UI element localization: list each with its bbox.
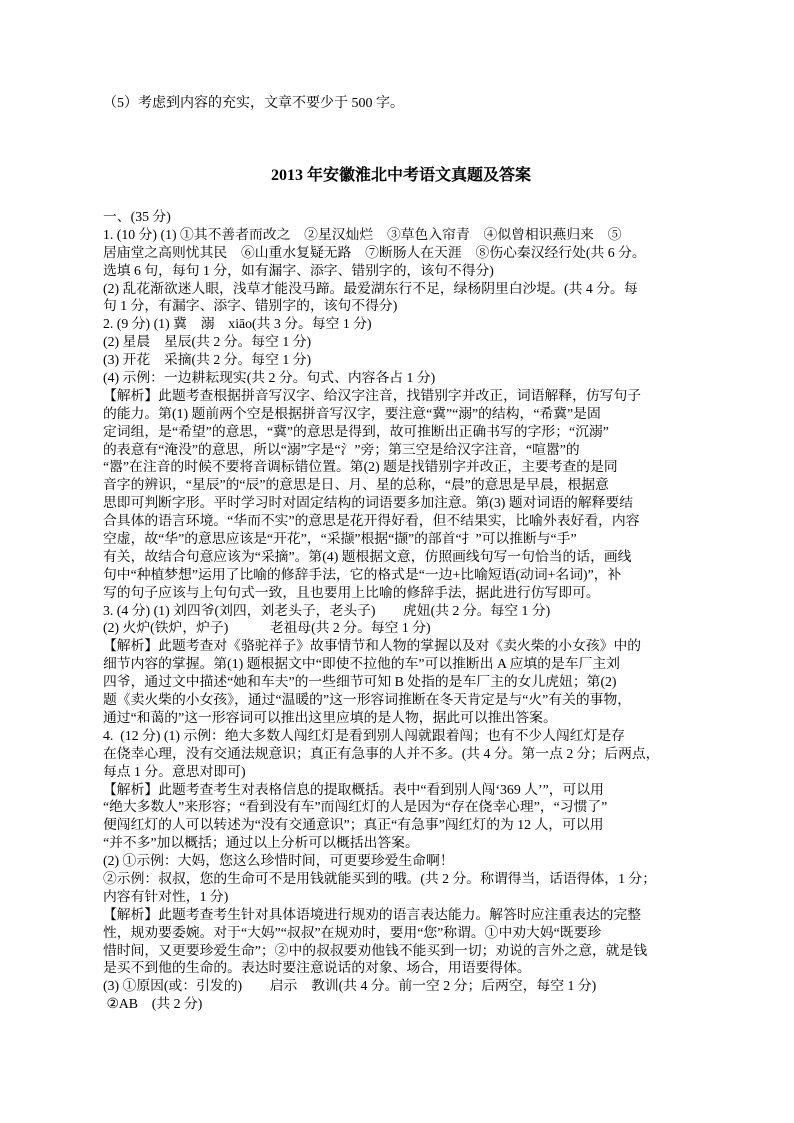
body-line: 通过“和蔼的”这一形容词可以推出这里应填的是人物，据此可以推出答案。 xyxy=(103,709,557,725)
body-line: 4. (12 分) (1) 示例：绝大多数人闯红灯是看到别人闯就跟着闯；也有不少人闯红灯是存 xyxy=(103,727,625,743)
body-line: (2) ①示例：大妈，您这么珍惜时间，可更要珍爱生命啊！ xyxy=(103,853,454,869)
body-line: 定词组，是“希望”的意思，“冀”的意思是得到，故可推断出正确书写的字形；“沉溺” xyxy=(103,423,609,439)
body-line: 四爷，通过文中描述“她和车夫”的一些细节可知 B 处指的是车厂主的女儿虎妞；第(2) xyxy=(103,674,617,690)
body-line: 2. (9 分) (1) 冀 溺 xiāo(共 3 分。每空 1 分) xyxy=(103,316,372,332)
body-line: 有关，故结合句意应该为“采摘”。第(4) 题根据文意，仿照画线句写一句恰当的话，画线 xyxy=(103,548,632,564)
body-line: 【解析】此题考查考生对表格信息的提取概括。表中“看到别人闯‘369 人’”，可以用 xyxy=(103,781,604,797)
body-line: 【解析】此题考查根据拼音写汉字、给汉字注音，找错别字并改正，词语解释，仿写句子 xyxy=(103,387,642,403)
body-line: 是买不到他的生命的。表达时要注意说话的对象、场合，用语要得体。 xyxy=(103,960,531,976)
body-line: (4) 示例：一边耕耘现实(共 2 分。句式、内容各占 1 分) xyxy=(103,370,436,386)
body-line: 性，规劝要委婉。对于“大妈”“叔叔”在规劝时，要用“您”称谓。①中劝大妈“既要珍 xyxy=(103,924,602,940)
body-line: 音字的辨识，“星辰”的“辰”的意思是日、月、星的总称，“晨”的意思是早晨，根据意 xyxy=(103,477,609,493)
body-line: ②AB (共 2 分) xyxy=(103,996,203,1012)
essay-requirement-line: （5）考虑到内容的充实，文章不要少于 500 字。 xyxy=(103,96,404,111)
body-line: 题《卖火柴的小女孩》，通过“温暖的”这一形容词推断在冬天肯定是与“火”有关的事物， xyxy=(103,692,632,708)
body-line: 选填 6 句，每句 1 分，如有漏字、添字、错别字的，该句不得分) xyxy=(103,262,494,278)
body-line: 思即可判断字形。平时学习时对固定结构的词语要多加注意。第(3) 题对词语的解释要结 xyxy=(103,495,634,511)
body-line: (2) 星晨 星辰(共 2 分。每空 1 分) xyxy=(103,334,312,350)
body-line: 【解析】此题考查对《骆驼祥子》故事情节和人物的掌握以及对《卖火柴的小女孩》中的 xyxy=(103,638,642,654)
body-line: 句 1 分，有漏字、添字、错别字的，该句不得分) xyxy=(103,298,398,314)
body-line: 3. (4 分) (1) 刘四爷(刘四，刘老头子，老头子) 虎妞(共 2 分。每空 1 分) xyxy=(103,602,551,618)
body-line: 写的句子应该与上句句式一致，且也要用上比喻的修辞手法，据此进行仿写即可。 xyxy=(103,584,600,600)
body-line: “嚣”在注音的时候不要将音调标错位置。第(2) 题是找错别字并改正，主要考查的是同 xyxy=(103,459,618,475)
body-line: (3) ①原因(或：引发的) 启示 教训(共 4 分。前一空 2 分；后两空，每空 1 分) xyxy=(103,978,597,994)
body-line: 1. (10 分) (1) ①其不善者而改之 ②星汉灿烂 ③草色入帘青 ④似曾相识燕归来 ⑤ xyxy=(103,226,622,242)
body-line: “并不多”加以概括；通过以上分析可以概括出答案。 xyxy=(103,835,419,851)
body-line: 细节内容的掌握。第(1) 题根据文中“即使不拉他的车”可以推断出 A 应填的是车厂主刘 xyxy=(103,656,620,672)
body-line: 一、(35 分) xyxy=(103,209,171,224)
body-line: 句中“种植梦想”运用了比喻的修辞手法，它的格式是“一边+比喻短语(动词+名词)”，补 xyxy=(103,566,622,582)
body-line: ②示例：叔叔，您的生命可不是用钱就能买到的哦。(共 2 分。称谓得当，话语得体，1 分； xyxy=(103,870,657,886)
answer-body xyxy=(103,208,699,1013)
body-line: (2) 火炉(铁炉，炉子) 老祖母(共 2 分。每空 1 分) xyxy=(103,620,431,636)
body-line: “绝大多数人”来形容；“看到没有车”而闯红灯的人是因为“存在侥幸心理”，“习惯了” xyxy=(103,799,608,815)
body-line: (2) 乱花渐欲迷人眼，浅草才能没马蹄。最爱湖东行不足，绿杨阴里白沙堤。(共 4 分。每 xyxy=(103,280,638,296)
body-line: 的表意有“淹没”的意思，所以“溺”字是“氵”旁；第三空是给汉字注音，“喧嚣”的 xyxy=(103,441,580,457)
document-title: 2013 年安徽淮北中考语文真题及答案 xyxy=(270,167,531,184)
body-line: (3) 开花 采摘(共 2 分。每空 1 分) xyxy=(103,352,312,368)
body-line: 合具体的语言环境。“华而不实”的意思是花开得好看，但不结果实，比喻外表好看，内容 xyxy=(103,513,640,529)
body-line: 居庙堂之高则忧其民 ⑥山重水复疑无路 ⑦断肠人在天涯 ⑧伤心秦汉经行处(共 6 分。 xyxy=(103,244,646,260)
document-content xyxy=(103,95,699,1013)
body-line: 空虚，故“华”的意思应该是“开花”，“采撷”根据“撷”的部首“扌”可以推断与“手” xyxy=(103,531,577,547)
body-line: 惜时间，又更要珍爱生命”；②中的叔叔要劝他钱不能买到一切；劝说的言外之意，就是钱 xyxy=(103,942,648,958)
body-line: 的能力。第(1) 题前两个空是根据拼音写汉字，要注意“冀”“溺”的结构，“希冀”是固 xyxy=(103,405,601,421)
body-line: 在侥幸心理，没有交通法规意识；真正有急事的人并不多。(共 4 分。第一点 2 分；后两点， xyxy=(103,745,660,761)
body-line: 【解析】此题考查考生针对具体语境进行规劝的语言表达能力。解答时应注重表达的完整 xyxy=(103,906,642,922)
body-line: 便闯红灯的人可以转述为“没有交通意识”；真正“有急事”闯红灯的为 12 人，可以用 xyxy=(103,817,604,833)
body-line: 内容有针对性，1 分) xyxy=(103,888,229,904)
body-line: 每点 1 分。意思对即可) xyxy=(103,763,246,779)
